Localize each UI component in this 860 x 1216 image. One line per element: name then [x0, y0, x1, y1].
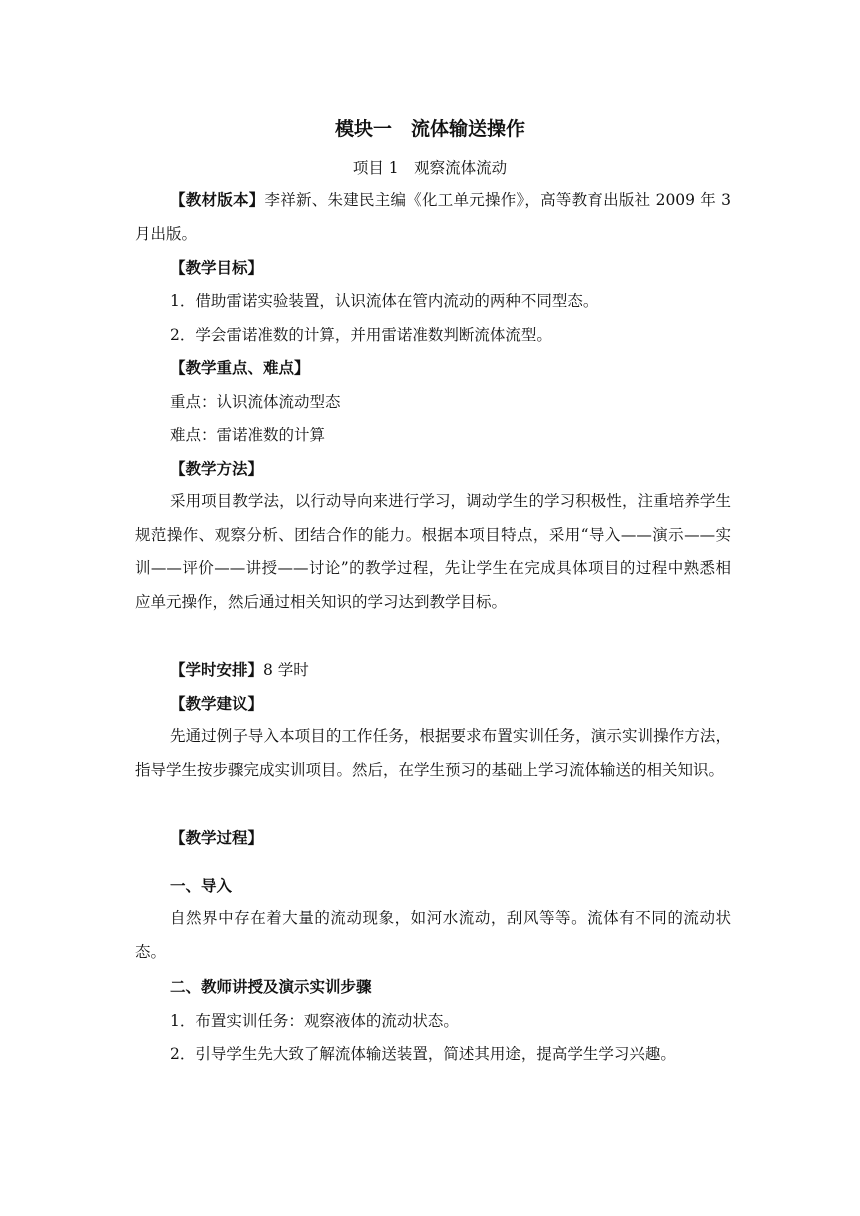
project-subtitle: 项目 1 观察流体流动	[352, 159, 508, 177]
schedule-line	[170, 660, 309, 680]
section1-heading: 一、导入	[170, 876, 233, 895]
suggestions-heading: 【教学建议】	[170, 694, 264, 713]
suggestions-paragraph: 先通过例子导入本项目的工作任务，根据要求布置实训任务，演示实训操作方法，指导学生按步骤完成实训项目。然后，在学生预习的基础上学习流体输送的相关知识。	[135, 727, 731, 779]
edition-label: 【教材版本】	[170, 190, 265, 209]
methods-heading: 【教学方法】	[170, 459, 264, 478]
methods-paragraph: 采用项目教学法，以行动导向来进行学习，调动学生的学习积极性，注重培养学生规范操作、观察分析、团结合作的能力。根据本项目特点，采用“导入——演示——实训——评价——讲授——讨论”的教学过程，先让学生在完成具体项目的过程中熟悉相应单元操作，然后通过相关知识的学习达到教学目标。	[135, 492, 731, 611]
edition-text: 李祥新、朱建民主编《化工单元操作》，高等教育出版社 2009 年 3 月出版。	[135, 191, 731, 243]
key-points-heading: 【教学重点、难点】	[170, 358, 310, 377]
section1-paragraph: 自然界中存在着大量的流动现象，如河水流动，刮风等等。流体有不同的流动状态。	[135, 909, 731, 961]
objective-item-2: 2．学会雷诺准数的计算，并用雷诺准数判断流体流型。	[170, 326, 552, 344]
section2-item-1: 1．布置实训任务：观察液体的流动状态。	[170, 1012, 459, 1030]
process-heading: 【教学过程】	[170, 828, 264, 847]
key-point-focus: 重点：认识流体流动型态	[170, 393, 341, 411]
schedule-text: 8 学时	[263, 661, 309, 679]
schedule-label: 【学时安排】	[170, 660, 264, 679]
module-title: 模块一 流体输送操作	[334, 118, 525, 140]
objectives-heading: 【教学目标】	[170, 258, 264, 277]
objective-item-1: 1．借助雷诺实验装置，认识流体在管内流动的两种不同型态。	[170, 292, 599, 310]
section2-item-2: 2．引导学生先大致了解流体输送装置，简述其用途，提高学生学习兴趣。	[170, 1045, 676, 1063]
key-point-difficulty: 难点：雷诺准数的计算	[170, 426, 326, 444]
edition-paragraph	[135, 183, 731, 251]
section2-heading: 二、教师讲授及演示实训步骤	[170, 977, 372, 996]
